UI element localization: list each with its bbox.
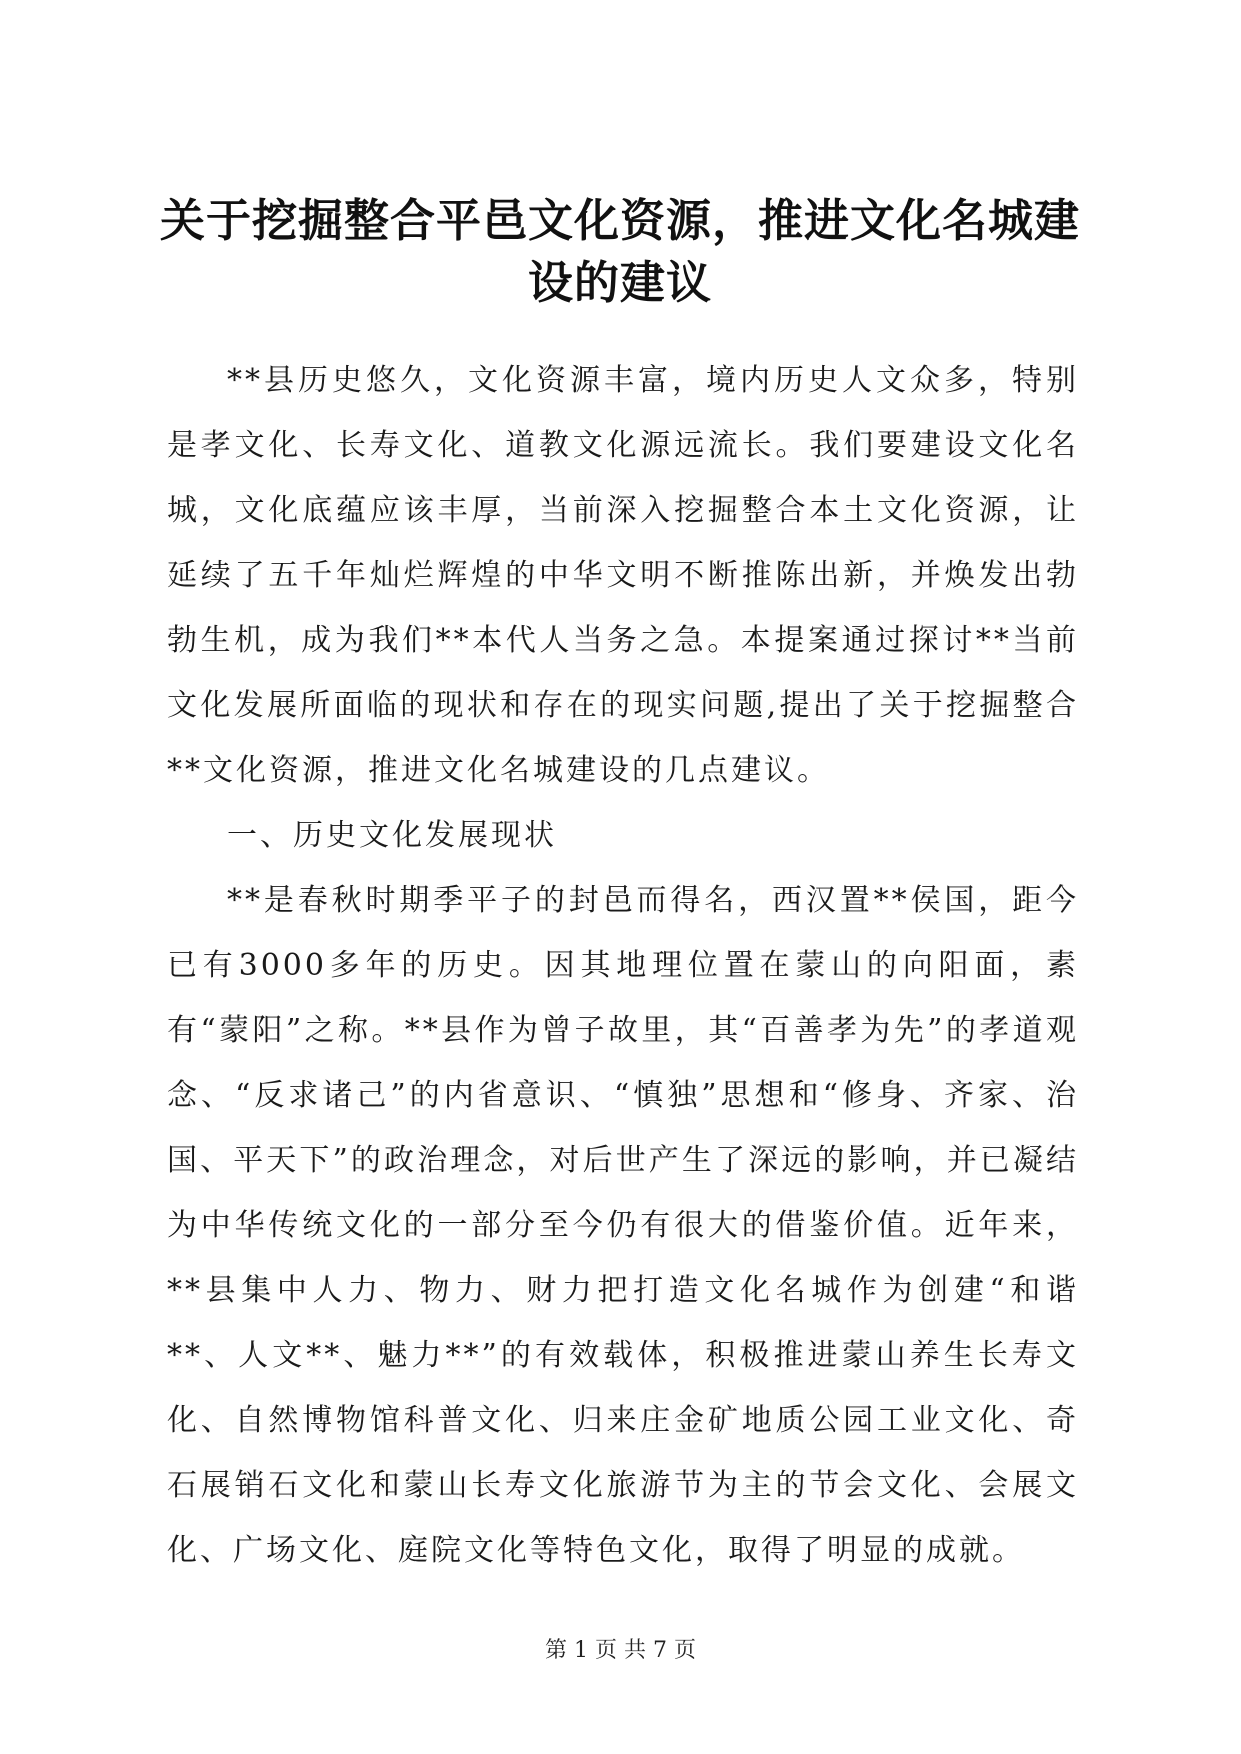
page-footer: 第 1 页 共 7 页: [545, 1638, 696, 1663]
section-paragraph: **是春秋时期季平子的封邑而得名，西汉置**侯国，距今已有3000多年的历史。因其地理位置在蒙山的向阳面，素有“蒙阳”之称。**县作为曾子故里，其“百善孝为先”的孝道观念、“反求诸己”的内省意识、“慎独”思想和“修身、齐家、治国、平天下”的政治理念，对后世产生了深远的影响，并已凝结为中华传统文化的一部分至今仍有很大的借鉴价值。近年来，**县集中人力、物力、财力把打造文化名城作为创建“和谐**、人文**、魅力**”的有效载体，积极推进蒙山养生长寿文化、自然博物馆科普文化、归来庄金矿地质公园工业文化、奇石展销石文化和蒙山长寿文化旅游节为主的节会文化、会展文化、广场文化、庭院文化等特色文化，取得了明显的成就。: [167, 883, 1079, 1568]
intro-paragraph: **县历史悠久，文化资源丰富，境内历史人文众多，特别是孝文化、长寿文化、道教文化源远流长。我们要建设文化名城，文化底蕴应该丰厚，当前深入挖掘整合本土文化资源，让延续了五千年灿烂辉煌的中华文明不断推陈出新，并焕发出勃勃生机，成为我们**本代人当务之急。本提案通过探讨**当前文化发展所面临的现状和存在的现实问题,提出了关于挖掘整合**文化资源，推进文化名城建设的几点建议。: [167, 363, 1079, 788]
document-title: 关于挖掘整合平邑文化资源，推进文化名城建设的建议: [159, 194, 1080, 309]
document-body: [167, 348, 1079, 1583]
section-heading: 一、历史文化发展现状: [227, 818, 557, 853]
